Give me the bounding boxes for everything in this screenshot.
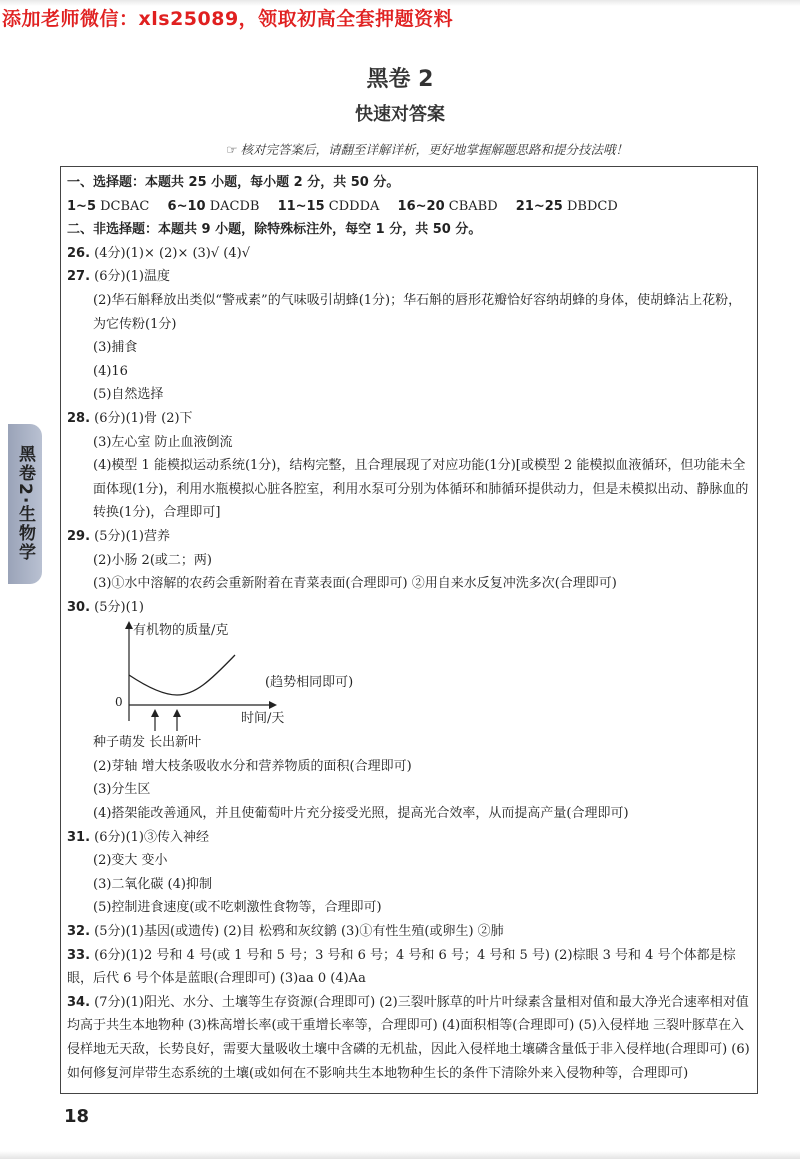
answer-line: (3)左心室 防止血液倒流: [93, 434, 233, 450]
tip-line: [226, 140, 628, 158]
answer-text: (6分)(1)2 号和 4 号(或 1 号和 5 号；3 号和 6 号；4 号和 6 号；4 号和 5 号) (2)棕眼 3 号和 4 号个体都是棕眼，后代 6 号个体是蓝眼(合理即可) (3)aa 0 (4)Aa: [67, 947, 736, 987]
answer-line: (5)控制进食速度(或不吃刺激性食物等，合理即可): [93, 900, 382, 916]
page-title: 黑卷 2: [366, 67, 434, 92]
pointing-hand-icon: ☞: [226, 142, 238, 157]
answer-line: (4)搭架能改善通风，并且使葡萄叶片充分接受光照，提高光合效率，从而提高产量(合理即可): [93, 806, 629, 822]
answer-line: (2)小肠 2(或二；两): [93, 552, 212, 568]
question-number: 32.: [67, 924, 91, 940]
answer-text: (5分)(1)营养: [94, 528, 171, 544]
answer-line: (4)模型 1 能模拟运动系统(1分)，结构完整，且合理展现了对应功能(1分)[或模型 2 能模拟血液循环，但功能未全面体现(1分)，利用水瓶模拟心脏各腔室，利用水泵可分别为体循环和肺循环提供动力，但是未模拟出动、静脉血的转换(1分)，合理即可]: [93, 458, 749, 521]
section2-heading: 二、非选择题：本题共 9 小题，除特殊标注外，每空 1 分，共 50 分。: [67, 222, 482, 238]
y-axis-label: 有机物的质量/克: [133, 623, 229, 639]
watermark-text: 添加老师微信：xls25089，领取初高全套押题资料: [2, 8, 454, 30]
answer-text: (7分)(1)阳光、水分、土壤等生存资源(合理即可) (2)三裂叶豚草的叶片叶绿素含量相对值和最大净光合速率相对值均高于共生本地物种 (3)株高增长率(或干重增长率等，合理即可) (4)面积相等(合理即可) (5)入侵样地 三裂叶豚草在入侵样地无天敌，长势良好，需要大量吸收土壤中含磷的无机盐，因此入侵样地土壤磷含量低于非入侵样地(合理即可) (6)如何修复河岸带生态系统的土壤(或如何在不影响共生本地物种生长的条件下清除外来入侵物种等，合理即可): [67, 994, 750, 1081]
question-number: 31.: [67, 829, 91, 845]
page-number: 18: [64, 1106, 90, 1127]
question-32: [67, 920, 751, 944]
question-26: [67, 242, 751, 266]
question-number: 30.: [67, 599, 91, 615]
answer-line: (3)二氧化碳 (4)抑制: [93, 876, 212, 892]
question-number: 29.: [67, 528, 91, 544]
chart-note: (趋势相同即可): [265, 675, 354, 691]
answer-value: DCBAC: [100, 198, 150, 214]
answer-line: (3)①水中溶解的农药会重新附着在青菜表面(合理即可) ②用自来水反复冲洗多次(合理即可): [93, 576, 617, 592]
page-subtitle: 快速对答案: [355, 104, 445, 125]
answer-line: (3)捕食: [93, 340, 138, 356]
answer-line: (2)芽轴 增大枝条吸收水分和营养物质的面积(合理即可): [93, 758, 412, 774]
question-29: [67, 525, 751, 549]
question-34: [67, 991, 751, 1085]
y-axis-arrow: [125, 621, 133, 629]
section1-heading: 一、选择题：本题共 25 小题，每小题 2 分，共 50 分。: [67, 175, 400, 190]
bottom-edge: [0, 1151, 800, 1159]
answer-text: (6分)(1)骨 (2)下: [94, 410, 193, 426]
trend-line: [129, 655, 235, 695]
tip-text: 核对完答案后，请翻至详解详析，更好地掌握解题思路和提分技法哦！: [240, 142, 628, 157]
answer-range: 21~25: [515, 198, 563, 214]
choice-answers: [67, 195, 751, 219]
chart-annotations: 种子萌发 长出新叶: [93, 735, 202, 751]
answer-line: (3)分生区: [93, 782, 151, 798]
answer-range: 6~10: [167, 198, 206, 214]
answer-value: DBDCD: [567, 198, 618, 214]
answer-text: (6分)(1)③传入神经: [94, 829, 210, 845]
question-27: [67, 265, 751, 289]
answer-box: [60, 166, 758, 1094]
question-28: [67, 407, 751, 431]
answer-text: (6分)(1)温度: [94, 269, 171, 285]
answer-text: (5分)(1)基因(或遗传) (2)目 松鸦和灰纹鹟 (3)①有性生殖(或卵生) ②肺: [94, 924, 504, 940]
answer-range: 1~5: [67, 198, 96, 214]
question-number: 26.: [67, 245, 91, 261]
answer-range: 11~15: [277, 198, 325, 214]
answer-line: (2)华石斛释放出类似“警戒素”的气味吸引胡蜂(1分)；华石斛的唇形花瓣恰好容纳胡蜂的身体，使胡蜂沾上花粉，为它传粉(1分): [93, 292, 742, 332]
question-number: 27.: [67, 269, 91, 285]
answer-line: (5)自然选择: [93, 387, 164, 403]
question-33: [67, 944, 751, 991]
mass-time-chart: [95, 619, 395, 731]
question-number: 28.: [67, 410, 91, 426]
side-tab: 黑卷2·生物学: [8, 424, 42, 584]
question-30: [67, 596, 751, 620]
answer-value: CDDDA: [328, 198, 380, 214]
new-leaf-marker-arrow: [173, 709, 181, 717]
origin-label: 0: [115, 695, 123, 710]
answer-line: (4)16: [93, 363, 128, 379]
answer-line: (2)变大 变小: [93, 853, 168, 869]
germination-marker-arrow: [151, 709, 159, 717]
answer-value: DACDB: [209, 198, 260, 214]
x-axis-label: 时间/天: [241, 711, 285, 727]
answer-text: (5分)(1): [94, 599, 145, 615]
question-number: 34.: [67, 994, 91, 1010]
answer-range: 16~20: [397, 198, 445, 214]
question-number: 33.: [67, 947, 91, 963]
answer-value: CBABD: [448, 198, 498, 214]
question-31: [67, 826, 751, 850]
answer-text: (4分)(1)× (2)× (3)√ (4)√: [94, 245, 250, 261]
